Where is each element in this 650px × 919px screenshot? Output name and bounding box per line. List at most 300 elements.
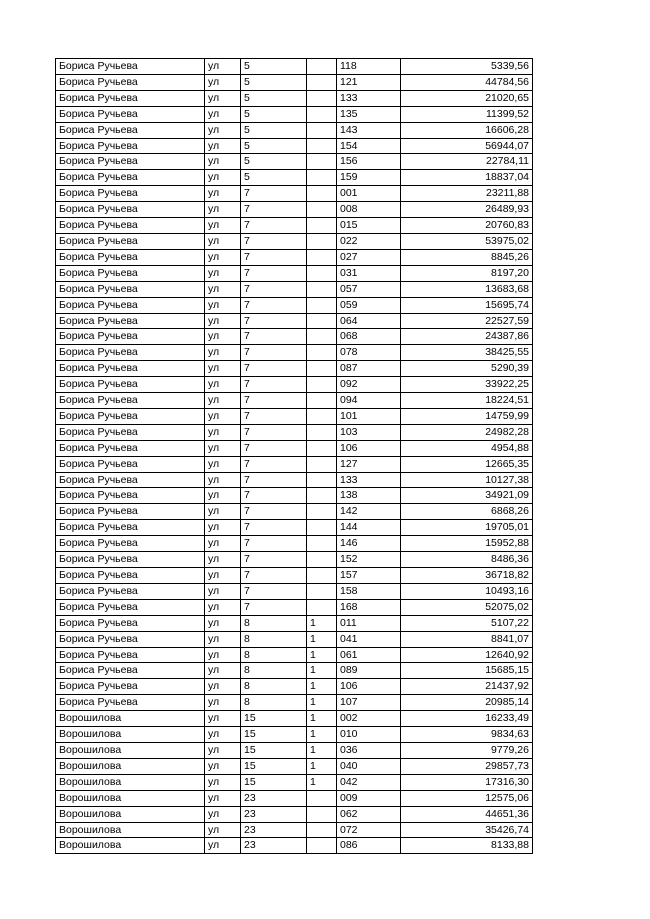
street-cell: Ворошилова [56, 806, 205, 822]
street-type-cell: ул [205, 838, 241, 854]
street-type-cell: ул [205, 218, 241, 234]
house-cell: 8 [241, 631, 307, 647]
building-cell [307, 186, 337, 202]
building-cell: 1 [307, 742, 337, 758]
apartment-cell: 061 [337, 647, 401, 663]
street-cell: Бориса Ручьева [56, 456, 205, 472]
apartment-cell: 156 [337, 154, 401, 170]
building-cell [307, 822, 337, 838]
street-cell: Бориса Ручьева [56, 186, 205, 202]
street-type-cell: ул [205, 313, 241, 329]
table-row [56, 456, 533, 472]
amount-cell: 33922,25 [401, 377, 533, 393]
house-cell: 7 [241, 536, 307, 552]
building-cell: 1 [307, 647, 337, 663]
table-row [56, 281, 533, 297]
apartment-cell: 143 [337, 122, 401, 138]
street-cell: Бориса Ручьева [56, 249, 205, 265]
street-cell: Бориса Ручьева [56, 408, 205, 424]
table-row [56, 424, 533, 440]
street-type-cell: ул [205, 568, 241, 584]
street-type-cell: ул [205, 249, 241, 265]
street-cell: Бориса Ручьева [56, 695, 205, 711]
street-type-cell: ул [205, 631, 241, 647]
house-cell: 7 [241, 456, 307, 472]
apartment-cell: 072 [337, 822, 401, 838]
house-cell: 8 [241, 663, 307, 679]
house-cell: 15 [241, 727, 307, 743]
street-type-cell: ул [205, 552, 241, 568]
street-cell: Бориса Ручьева [56, 520, 205, 536]
apartment-cell: 154 [337, 138, 401, 154]
house-cell: 7 [241, 186, 307, 202]
street-cell: Бориса Ручьева [56, 663, 205, 679]
street-type-cell: ул [205, 59, 241, 75]
amount-cell: 56944,07 [401, 138, 533, 154]
building-cell [307, 218, 337, 234]
building-cell [307, 488, 337, 504]
building-cell [307, 568, 337, 584]
street-cell: Ворошилова [56, 742, 205, 758]
apartment-cell: 142 [337, 504, 401, 520]
street-type-cell: ул [205, 536, 241, 552]
table-row [56, 838, 533, 854]
house-cell: 5 [241, 106, 307, 122]
apartment-cell: 159 [337, 170, 401, 186]
street-cell: Бориса Ручьева [56, 631, 205, 647]
street-cell: Бориса Ручьева [56, 679, 205, 695]
amount-cell: 44784,56 [401, 74, 533, 90]
street-type-cell: ул [205, 711, 241, 727]
street-type-cell: ул [205, 822, 241, 838]
street-type-cell: ул [205, 424, 241, 440]
house-cell: 7 [241, 233, 307, 249]
apartment-cell: 041 [337, 631, 401, 647]
apartment-cell: 144 [337, 520, 401, 536]
street-type-cell: ул [205, 440, 241, 456]
building-cell [307, 138, 337, 154]
street-cell: Бориса Ручьева [56, 345, 205, 361]
amount-cell: 21437,92 [401, 679, 533, 695]
amount-cell: 5107,22 [401, 615, 533, 631]
building-cell: 1 [307, 774, 337, 790]
street-type-cell: ул [205, 472, 241, 488]
table-row [56, 679, 533, 695]
building-cell: 1 [307, 615, 337, 631]
building-cell [307, 583, 337, 599]
street-cell: Бориса Ручьева [56, 440, 205, 456]
amount-cell: 24387,86 [401, 329, 533, 345]
house-cell: 7 [241, 281, 307, 297]
house-cell: 7 [241, 472, 307, 488]
table-row [56, 647, 533, 663]
house-cell: 7 [241, 408, 307, 424]
building-cell [307, 790, 337, 806]
table-row [56, 361, 533, 377]
house-cell: 7 [241, 520, 307, 536]
amount-cell: 22784,11 [401, 154, 533, 170]
building-cell [307, 345, 337, 361]
amount-cell: 35426,74 [401, 822, 533, 838]
table-row [56, 313, 533, 329]
building-cell [307, 59, 337, 75]
street-cell: Бориса Ручьева [56, 154, 205, 170]
building-cell [307, 838, 337, 854]
street-cell: Бориса Ручьева [56, 568, 205, 584]
street-type-cell: ул [205, 377, 241, 393]
street-type-cell: ул [205, 679, 241, 695]
apartment-cell: 086 [337, 838, 401, 854]
apartment-cell: 106 [337, 440, 401, 456]
amount-cell: 18837,04 [401, 170, 533, 186]
house-cell: 7 [241, 313, 307, 329]
house-cell: 5 [241, 74, 307, 90]
building-cell [307, 393, 337, 409]
street-type-cell: ул [205, 297, 241, 313]
amount-cell: 5290,39 [401, 361, 533, 377]
amount-cell: 12640,92 [401, 647, 533, 663]
building-cell [307, 106, 337, 122]
street-type-cell: ул [205, 233, 241, 249]
table-row [56, 822, 533, 838]
amount-cell: 10127,38 [401, 472, 533, 488]
street-type-cell: ул [205, 488, 241, 504]
building-cell: 1 [307, 695, 337, 711]
table-row [56, 440, 533, 456]
street-cell: Бориса Ручьева [56, 265, 205, 281]
apartment-cell: 002 [337, 711, 401, 727]
street-type-cell: ул [205, 742, 241, 758]
street-cell: Бориса Ручьева [56, 615, 205, 631]
street-type-cell: ул [205, 774, 241, 790]
building-cell [307, 361, 337, 377]
house-cell: 23 [241, 790, 307, 806]
table-row [56, 233, 533, 249]
street-type-cell: ул [205, 122, 241, 138]
street-cell: Бориса Ручьева [56, 361, 205, 377]
apartment-cell: 078 [337, 345, 401, 361]
street-type-cell: ул [205, 138, 241, 154]
house-cell: 23 [241, 838, 307, 854]
house-cell: 8 [241, 647, 307, 663]
house-cell: 7 [241, 377, 307, 393]
street-cell: Бориса Ручьева [56, 647, 205, 663]
house-cell: 5 [241, 170, 307, 186]
amount-cell: 21020,65 [401, 90, 533, 106]
amount-cell: 22527,59 [401, 313, 533, 329]
street-cell: Ворошилова [56, 838, 205, 854]
table-row [56, 297, 533, 313]
building-cell: 1 [307, 663, 337, 679]
street-type-cell: ул [205, 408, 241, 424]
street-type-cell: ул [205, 329, 241, 345]
house-cell: 7 [241, 393, 307, 409]
apartment-cell: 009 [337, 790, 401, 806]
building-cell: 1 [307, 727, 337, 743]
amount-cell: 16606,28 [401, 122, 533, 138]
house-cell: 7 [241, 599, 307, 615]
building-cell: 1 [307, 758, 337, 774]
apartment-cell: 064 [337, 313, 401, 329]
table-row [56, 138, 533, 154]
street-cell: Бориса Ручьева [56, 233, 205, 249]
building-cell [307, 377, 337, 393]
house-cell: 7 [241, 249, 307, 265]
house-cell: 7 [241, 440, 307, 456]
street-cell: Ворошилова [56, 790, 205, 806]
amount-cell: 11399,52 [401, 106, 533, 122]
house-cell: 15 [241, 758, 307, 774]
street-type-cell: ул [205, 154, 241, 170]
street-type-cell: ул [205, 615, 241, 631]
amount-cell: 38425,55 [401, 345, 533, 361]
street-type-cell: ул [205, 265, 241, 281]
street-cell: Бориса Ручьева [56, 313, 205, 329]
table-row [56, 552, 533, 568]
amount-cell: 20985,14 [401, 695, 533, 711]
house-cell: 5 [241, 138, 307, 154]
building-cell [307, 806, 337, 822]
house-cell: 7 [241, 488, 307, 504]
table-row [56, 154, 533, 170]
street-type-cell: ул [205, 790, 241, 806]
amount-cell: 19705,01 [401, 520, 533, 536]
building-cell [307, 233, 337, 249]
street-cell: Бориса Ручьева [56, 106, 205, 122]
building-cell [307, 90, 337, 106]
house-cell: 15 [241, 711, 307, 727]
street-cell: Бориса Ручьева [56, 74, 205, 90]
street-type-cell: ул [205, 727, 241, 743]
house-cell: 7 [241, 218, 307, 234]
apartment-cell: 022 [337, 233, 401, 249]
house-cell: 7 [241, 361, 307, 377]
building-cell [307, 552, 337, 568]
street-type-cell: ул [205, 361, 241, 377]
street-cell: Ворошилова [56, 774, 205, 790]
house-cell: 7 [241, 583, 307, 599]
table-row [56, 170, 533, 186]
amount-cell: 10493,16 [401, 583, 533, 599]
table-body [56, 59, 533, 854]
amount-cell: 15685,15 [401, 663, 533, 679]
building-cell [307, 408, 337, 424]
amount-cell: 52075,02 [401, 599, 533, 615]
building-cell [307, 536, 337, 552]
street-cell: Ворошилова [56, 727, 205, 743]
amount-cell: 8133,88 [401, 838, 533, 854]
amount-cell: 9779,26 [401, 742, 533, 758]
house-cell: 7 [241, 202, 307, 218]
apartment-cell: 168 [337, 599, 401, 615]
amount-cell: 8486,36 [401, 552, 533, 568]
table-row [56, 631, 533, 647]
building-cell [307, 424, 337, 440]
building-cell: 1 [307, 711, 337, 727]
street-cell: Ворошилова [56, 711, 205, 727]
apartment-cell: 092 [337, 377, 401, 393]
amount-cell: 4954,88 [401, 440, 533, 456]
building-cell: 1 [307, 679, 337, 695]
street-type-cell: ул [205, 599, 241, 615]
table-row [56, 599, 533, 615]
street-cell: Ворошилова [56, 758, 205, 774]
table-row [56, 106, 533, 122]
amount-cell: 23211,88 [401, 186, 533, 202]
building-cell [307, 440, 337, 456]
table-row [56, 408, 533, 424]
amount-cell: 9834,63 [401, 727, 533, 743]
house-cell: 8 [241, 695, 307, 711]
apartment-cell: 068 [337, 329, 401, 345]
house-cell: 7 [241, 265, 307, 281]
amount-cell: 34921,09 [401, 488, 533, 504]
table-row [56, 568, 533, 584]
table-row [56, 663, 533, 679]
amount-cell: 17316,30 [401, 774, 533, 790]
amount-cell: 36718,82 [401, 568, 533, 584]
apartment-cell: 059 [337, 297, 401, 313]
building-cell [307, 504, 337, 520]
amount-cell: 26489,93 [401, 202, 533, 218]
apartment-cell: 042 [337, 774, 401, 790]
apartment-cell: 094 [337, 393, 401, 409]
table-row [56, 393, 533, 409]
amount-cell: 16233,49 [401, 711, 533, 727]
apartment-cell: 146 [337, 536, 401, 552]
amount-cell: 8197,20 [401, 265, 533, 281]
house-cell: 7 [241, 568, 307, 584]
building-cell [307, 202, 337, 218]
apartment-cell: 027 [337, 249, 401, 265]
table-row [56, 711, 533, 727]
building-cell [307, 122, 337, 138]
building-cell [307, 313, 337, 329]
building-cell [307, 599, 337, 615]
building-cell [307, 249, 337, 265]
house-cell: 23 [241, 822, 307, 838]
house-cell: 8 [241, 679, 307, 695]
apartment-cell: 011 [337, 615, 401, 631]
street-type-cell: ул [205, 647, 241, 663]
house-cell: 5 [241, 90, 307, 106]
apartment-cell: 121 [337, 74, 401, 90]
apartment-cell: 133 [337, 90, 401, 106]
street-cell: Бориса Ручьева [56, 297, 205, 313]
table-row [56, 202, 533, 218]
apartment-cell: 015 [337, 218, 401, 234]
street-cell: Бориса Ручьева [56, 122, 205, 138]
table-row [56, 488, 533, 504]
building-cell: 1 [307, 631, 337, 647]
apartment-cell: 001 [337, 186, 401, 202]
amount-cell: 29857,73 [401, 758, 533, 774]
table-row [56, 249, 533, 265]
street-type-cell: ул [205, 758, 241, 774]
amount-cell: 12665,35 [401, 456, 533, 472]
building-cell [307, 472, 337, 488]
house-cell: 23 [241, 806, 307, 822]
street-cell: Бориса Ручьева [56, 377, 205, 393]
apartment-cell: 087 [337, 361, 401, 377]
house-cell: 5 [241, 154, 307, 170]
street-cell: Бориса Ручьева [56, 170, 205, 186]
amount-cell: 6868,26 [401, 504, 533, 520]
apartment-cell: 138 [337, 488, 401, 504]
street-type-cell: ул [205, 90, 241, 106]
street-cell: Бориса Ручьева [56, 504, 205, 520]
street-type-cell: ул [205, 186, 241, 202]
amount-cell: 18224,51 [401, 393, 533, 409]
amount-cell: 13683,68 [401, 281, 533, 297]
table-row [56, 790, 533, 806]
building-cell [307, 154, 337, 170]
street-type-cell: ул [205, 806, 241, 822]
street-cell: Бориса Ручьева [56, 583, 205, 599]
street-type-cell: ул [205, 663, 241, 679]
amount-cell: 15952,88 [401, 536, 533, 552]
street-type-cell: ул [205, 170, 241, 186]
apartment-cell: 135 [337, 106, 401, 122]
table-row [56, 615, 533, 631]
building-cell [307, 74, 337, 90]
amount-cell: 14759,99 [401, 408, 533, 424]
table-row [56, 377, 533, 393]
apartment-cell: 101 [337, 408, 401, 424]
table-row [56, 472, 533, 488]
apartment-cell: 127 [337, 456, 401, 472]
house-cell: 7 [241, 345, 307, 361]
amount-cell: 53975,02 [401, 233, 533, 249]
house-cell: 8 [241, 615, 307, 631]
house-cell: 7 [241, 552, 307, 568]
street-cell: Бориса Ручьева [56, 393, 205, 409]
table-row [56, 695, 533, 711]
apartment-cell: 106 [337, 679, 401, 695]
house-cell: 7 [241, 329, 307, 345]
street-type-cell: ул [205, 393, 241, 409]
building-cell [307, 329, 337, 345]
house-cell: 5 [241, 59, 307, 75]
street-cell: Бориса Ручьева [56, 90, 205, 106]
street-type-cell: ул [205, 281, 241, 297]
apartment-cell: 133 [337, 472, 401, 488]
apartment-cell: 158 [337, 583, 401, 599]
street-cell: Бориса Ручьева [56, 138, 205, 154]
apartment-cell: 036 [337, 742, 401, 758]
street-type-cell: ул [205, 504, 241, 520]
table-row [56, 90, 533, 106]
apartment-cell: 031 [337, 265, 401, 281]
debt-table [55, 58, 533, 854]
street-type-cell: ул [205, 202, 241, 218]
table-row [56, 265, 533, 281]
table-row [56, 59, 533, 75]
street-type-cell: ул [205, 456, 241, 472]
house-cell: 7 [241, 424, 307, 440]
apartment-cell: 157 [337, 568, 401, 584]
table-row [56, 758, 533, 774]
amount-cell: 8845,26 [401, 249, 533, 265]
apartment-cell: 107 [337, 695, 401, 711]
table-row [56, 74, 533, 90]
street-cell: Бориса Ручьева [56, 218, 205, 234]
street-cell: Бориса Ручьева [56, 202, 205, 218]
table-row [56, 122, 533, 138]
street-type-cell: ул [205, 345, 241, 361]
street-cell: Бориса Ручьева [56, 424, 205, 440]
street-cell: Бориса Ручьева [56, 488, 205, 504]
